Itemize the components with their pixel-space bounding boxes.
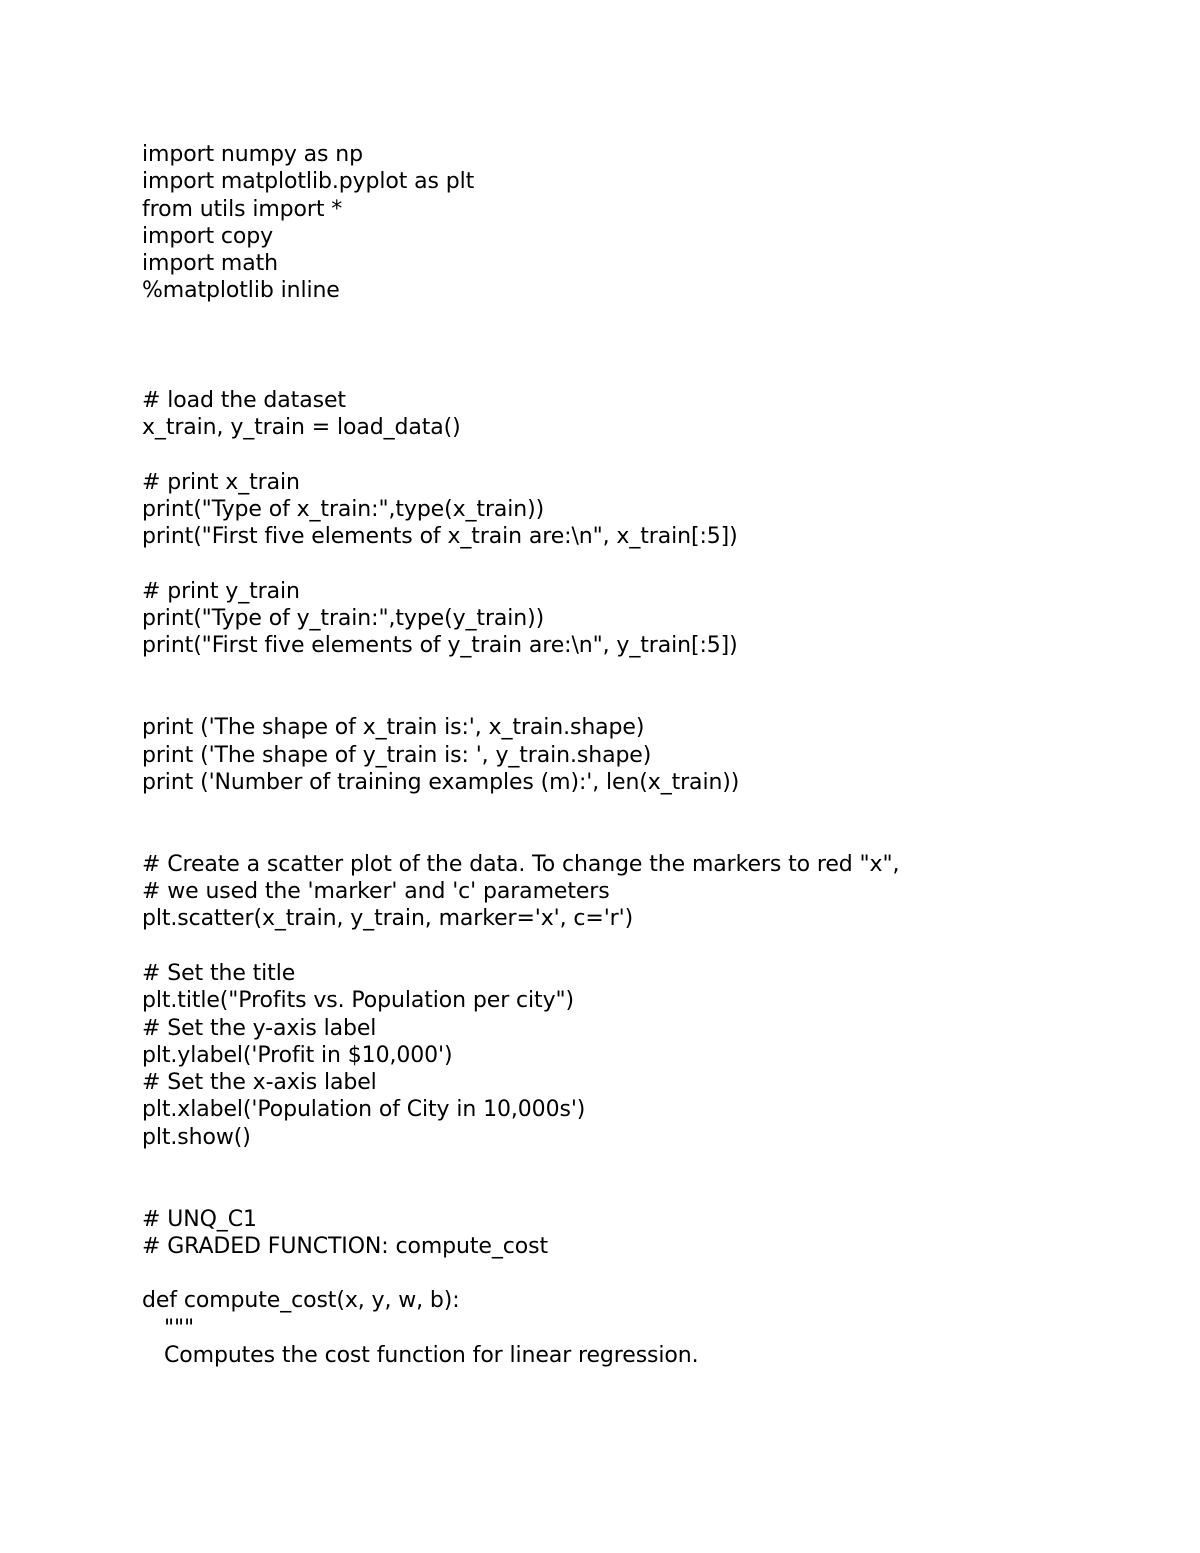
- blank-line: [142, 359, 1142, 386]
- code-line: print("First five elements of x_train are:\n", x_train[:5]): [142, 524, 738, 550]
- blank-line: [142, 1178, 1142, 1205]
- code-line: plt.scatter(x_train, y_train, marker='x', c='r'): [142, 906, 634, 932]
- code-line: # print y_train: [142, 578, 300, 604]
- code-line: %matplotlib inline: [142, 278, 340, 304]
- code-line: def compute_cost(x, y, w, b):: [142, 1288, 460, 1314]
- code-line: import numpy as np: [142, 142, 363, 167]
- code-line: import copy: [142, 223, 274, 249]
- code-line: x_train, y_train = load_data(): [142, 414, 461, 440]
- code-line: print("Type of y_train:",type(y_train)): [142, 606, 545, 632]
- code-line: print("First five elements of y_train are:\n", y_train[:5]): [142, 633, 738, 659]
- code-line: # UNQ_C1: [142, 1206, 257, 1232]
- blank-line: [142, 796, 1142, 823]
- code-line: # Set the title: [142, 960, 296, 986]
- code-line: # GRADED FUNCTION: compute_cost: [142, 1233, 548, 1259]
- code-line: # load the dataset: [142, 387, 346, 413]
- code-line: import matplotlib.pyplot as plt: [142, 169, 475, 195]
- code-line: Computes the cost function for linear regression.: [164, 1343, 699, 1369]
- code-line: plt.title("Profits vs. Population per city"): [142, 988, 574, 1014]
- code-line: # Set the y-axis label: [142, 1015, 377, 1041]
- code-line: from utils import *: [142, 196, 343, 222]
- blank-line: [142, 687, 1142, 714]
- blank-line: [142, 823, 1142, 850]
- blank-line: [142, 332, 1142, 359]
- code-line: plt.xlabel('Population of City in 10,000s'): [142, 1097, 586, 1123]
- code-text-block: [142, 141, 1142, 1369]
- code-line: """: [164, 1315, 195, 1341]
- blank-line: [142, 1151, 1142, 1178]
- blank-line: [142, 933, 1142, 960]
- code-line: # Set the x-axis label: [142, 1070, 377, 1096]
- code-line: plt.show(): [142, 1124, 251, 1150]
- code-line: print("Type of x_train:",type(x_train)): [142, 496, 545, 522]
- code-line: print ('Number of training examples (m):', len(x_train)): [142, 769, 740, 795]
- code-line: # we used the 'marker' and 'c' parameters: [142, 879, 610, 905]
- blank-line: [142, 1260, 1142, 1287]
- blank-line: [142, 660, 1142, 687]
- code-line: import math: [142, 251, 279, 277]
- code-line: # Create a scatter plot of the data. To change the markers to red "x",: [142, 851, 900, 877]
- code-line: print ('The shape of x_train is:', x_train.shape): [142, 715, 645, 741]
- code-line: print ('The shape of y_train is: ', y_train.shape): [142, 742, 652, 768]
- code-line: # print x_train: [142, 469, 300, 495]
- blank-line: [142, 305, 1142, 332]
- blank-line: [142, 550, 1142, 577]
- code-line: plt.ylabel('Profit in $10,000'): [142, 1042, 453, 1068]
- blank-line: [142, 441, 1142, 468]
